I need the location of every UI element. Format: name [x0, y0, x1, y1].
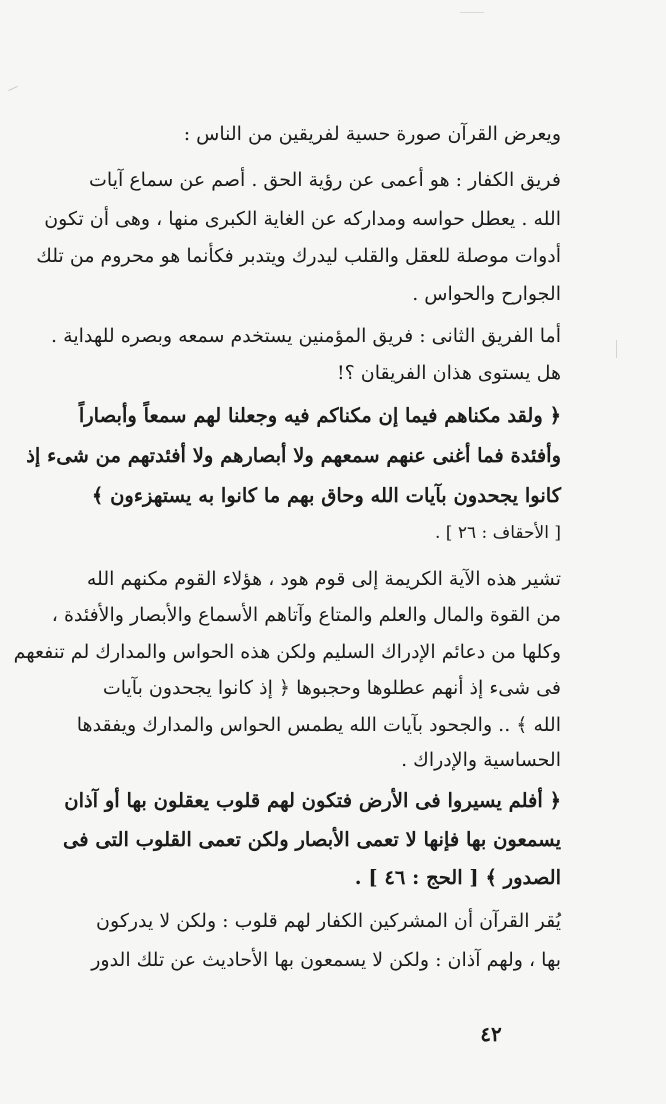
text-line: هل يستوى هذان الفريقان ؟! — [337, 362, 561, 384]
text-line: بها ، ولهم آذان : ولكن لا يسمعون بها الأحاديث عن تلك الدور — [91, 949, 561, 971]
verse-reference: [ الأحقاف : ٢٦ ] . — [434, 523, 561, 543]
text-line: من القوة والمال والعلم والمتاع وآتاهم الأسماع والأبصار والأفئدة ، — [51, 604, 561, 626]
text-line: يُقر القرآن أن المشركين الكفار لهم قلوب : ولكن لا يدركون — [96, 910, 561, 932]
text-line: وكلها من دعائم الإدراك السليم ولكن هذه الحواس والمدارك لم تنفعهم — [13, 641, 561, 663]
quran-verse-line: كانوا يجحدون بآيات الله وحاق بهم ما كانوا به يستهزءون ﴾ — [91, 484, 561, 507]
text-line: الجوارح والحواس . — [412, 283, 561, 305]
quran-verse-line: ﴿ أفلم يسيروا فى الأرض فتكون لهم قلوب يعقلون بها أو آذان — [64, 789, 561, 812]
text-line: أدوات موصلة للعقل والقلب ليدرك ويتدبر فكأنما هو محروم من تلك — [36, 245, 561, 267]
text-line: ويعرض القرآن صورة حسية لفريقين من الناس : — [183, 123, 561, 145]
quran-verse-line: الصدور ﴾ [ الحج : ٤٦ ] . — [354, 866, 561, 889]
scan-mark — [616, 340, 617, 358]
text-line: فى شىء إذ أنهم عطلوها وحجبوها ﴿ إذ كانوا يجحدون بآيات — [102, 677, 561, 699]
quran-verse-line: ﴿ ولقد مكناهم فيما إن مكناكم فيه وجعلنا لهم سمعاً وأبصاراً — [78, 404, 561, 427]
scan-mark — [8, 86, 17, 91]
text-line: الحساسية والإدراك . — [401, 749, 561, 771]
page-number: ٤٢ — [480, 1022, 502, 1046]
text-line: الله . يعطل حواسه ومداركه عن الغاية الكبرى منها ، وهى أن تكون — [44, 208, 561, 230]
scan-mark — [460, 12, 484, 13]
text-line: أما الفريق الثانى : فريق المؤمنين يستخدم سمعه وبصره للهداية . — [51, 325, 561, 347]
text-line: تشير هذه الآية الكريمة إلى قوم هود ، هؤلاء القوم مكنهم الله — [86, 568, 561, 590]
quran-verse-line: وأفئدة فما أغنى عنهم سمعهم ولا أبصارهم ولا أفئدتهم من شىء إذ — [26, 444, 561, 467]
quran-verse-line: يسمعون بها فإنها لا تعمى الأبصار ولكن تعمى القلوب التى فى — [63, 828, 561, 851]
text-line: فريق الكفار : هو أعمى عن رؤية الحق . أصم عن سماع آيات — [89, 169, 561, 191]
text-line: الله ﴾ .. والجحود بآيات الله يطمس الحواس والمدارك ويفقدها — [76, 714, 561, 736]
